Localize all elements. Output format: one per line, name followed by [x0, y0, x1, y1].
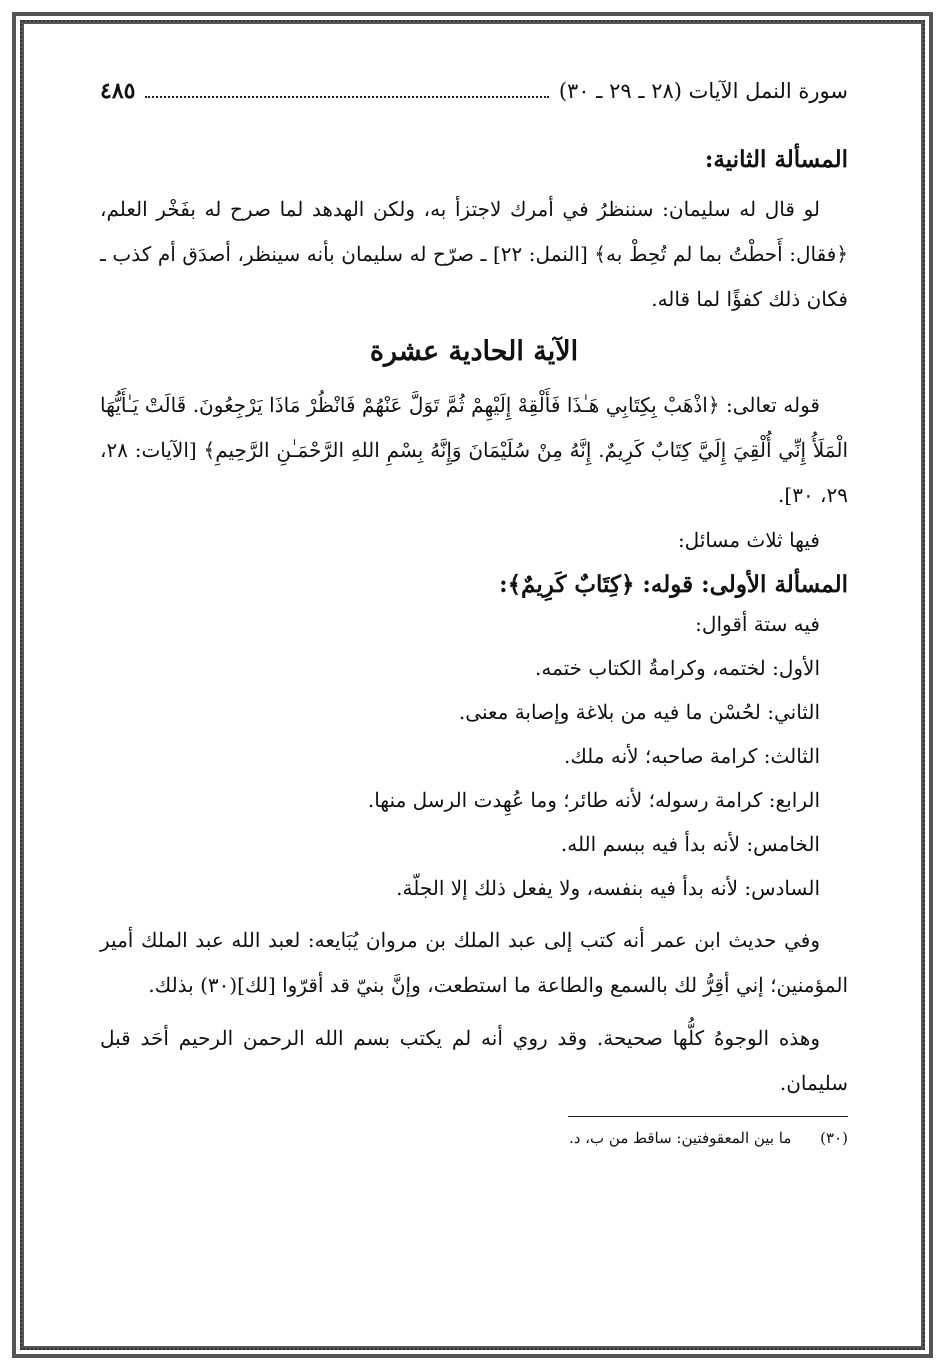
verse-section-title: الآية الحادية عشرة — [369, 336, 579, 367]
running-head — [100, 78, 848, 118]
page-content — [100, 78, 848, 1147]
footnote-number: (٣٠) — [820, 1129, 848, 1147]
list-item: الأول: لختمه، وكرامةُ الكتاب ختمه. — [535, 656, 820, 680]
issue2-paragraph: لو قال له سليمان: سننظرُ في أمرك لاجتزأ به، ولكن الهدهد لما صرح له بفَخْر العلم، ﴿فقال: أَحطْتُ بما لم تُحِطْ به﴾ [النمل: ٢٢] ـ صرّح له سليمان بأنه سينظر، أصدَق أم كذب ـ فكان ذلك كفؤًا لما قاله. — [100, 197, 848, 311]
list-item: الرابع: كرامة رسوله؛ لأنه طائر؛ وما عُهِدت الرسل منها. — [367, 788, 820, 812]
page-number: ٤٨٥ — [100, 78, 136, 104]
list-item: الثاني: لحُسْن ما فيه من بلاغة وإصابة معنى. — [458, 700, 820, 724]
hadith-paragraph: وفي حديث ابن عمر أنه كتب إلى عبد الملك بن مروان يُبَايعه: لعبد الله عبد الملك أمير المؤمنين؛ إني أقِرُّ لك بالسمع والطاعة ما استطعت، وإنَّ بنيّ قد أقرّوا [لك](٣٠) بذلك. — [100, 928, 848, 997]
footnote-rule — [568, 1116, 848, 1117]
list-item: الخامس: لأنه بدأ فيه ببسم الله. — [560, 832, 820, 856]
footnote — [100, 1129, 848, 1147]
list-item: السادس: لأنه بدأ فيه بنفسه، ولا يفعل ذلك إلا الجلّة. — [396, 876, 820, 900]
verse-intro: فيها ثلاث مسائل: — [677, 528, 820, 552]
list-item: الثالث: كرامة صاحبه؛ لأنه ملك. — [563, 744, 820, 768]
issue1-intro: فيه ستة أقوال: — [695, 612, 820, 636]
footnote-text: ما بين المعقوفتين: ساقط من ب، د. — [568, 1129, 792, 1147]
verse-paragraph: قوله تعالى: ﴿اذْهَبْ بِكِتَابِي هَـٰذَا فَأَلْقِهْ إِلَيْهِمْ ثُمَّ تَوَلَّ عَنْهُمْ فَانْظُرْ مَاذَا يَرْجِعُونَ. قَالَتْ يَـٰأَيُّهَا الْمَلَأُ إِنِّي أُلْقِيَ إِلَيَّ كِتَابٌ كَرِيمٌ. إِنَّهُ مِنْ سُلَيْمَانَ وَإِنَّهُ بِسْمِ اللهِ الرَّحْمَـٰنِ الرَّحِيمِ﴾ [الآيات: ٢٨، ٢٩، ٣٠]. — [100, 393, 848, 507]
leader-dots — [145, 82, 548, 98]
issue1-heading: المسألة الأولى: قوله: ﴿كِتَابٌ كَرِيمٌ﴾: — [499, 571, 848, 598]
conclusion-paragraph: وهذه الوجوهُ كلُّها صحيحة. وقد روي أنه لم يكتب بسم الله الرحمن الرحيم أحَد قبل سليمان. — [100, 1026, 848, 1095]
running-head-title: سورة النمل الآيات (٢٨ ـ ٢٩ ـ ٣٠) — [558, 79, 848, 103]
issue2-heading: المسألة الثانية: — [704, 146, 848, 173]
